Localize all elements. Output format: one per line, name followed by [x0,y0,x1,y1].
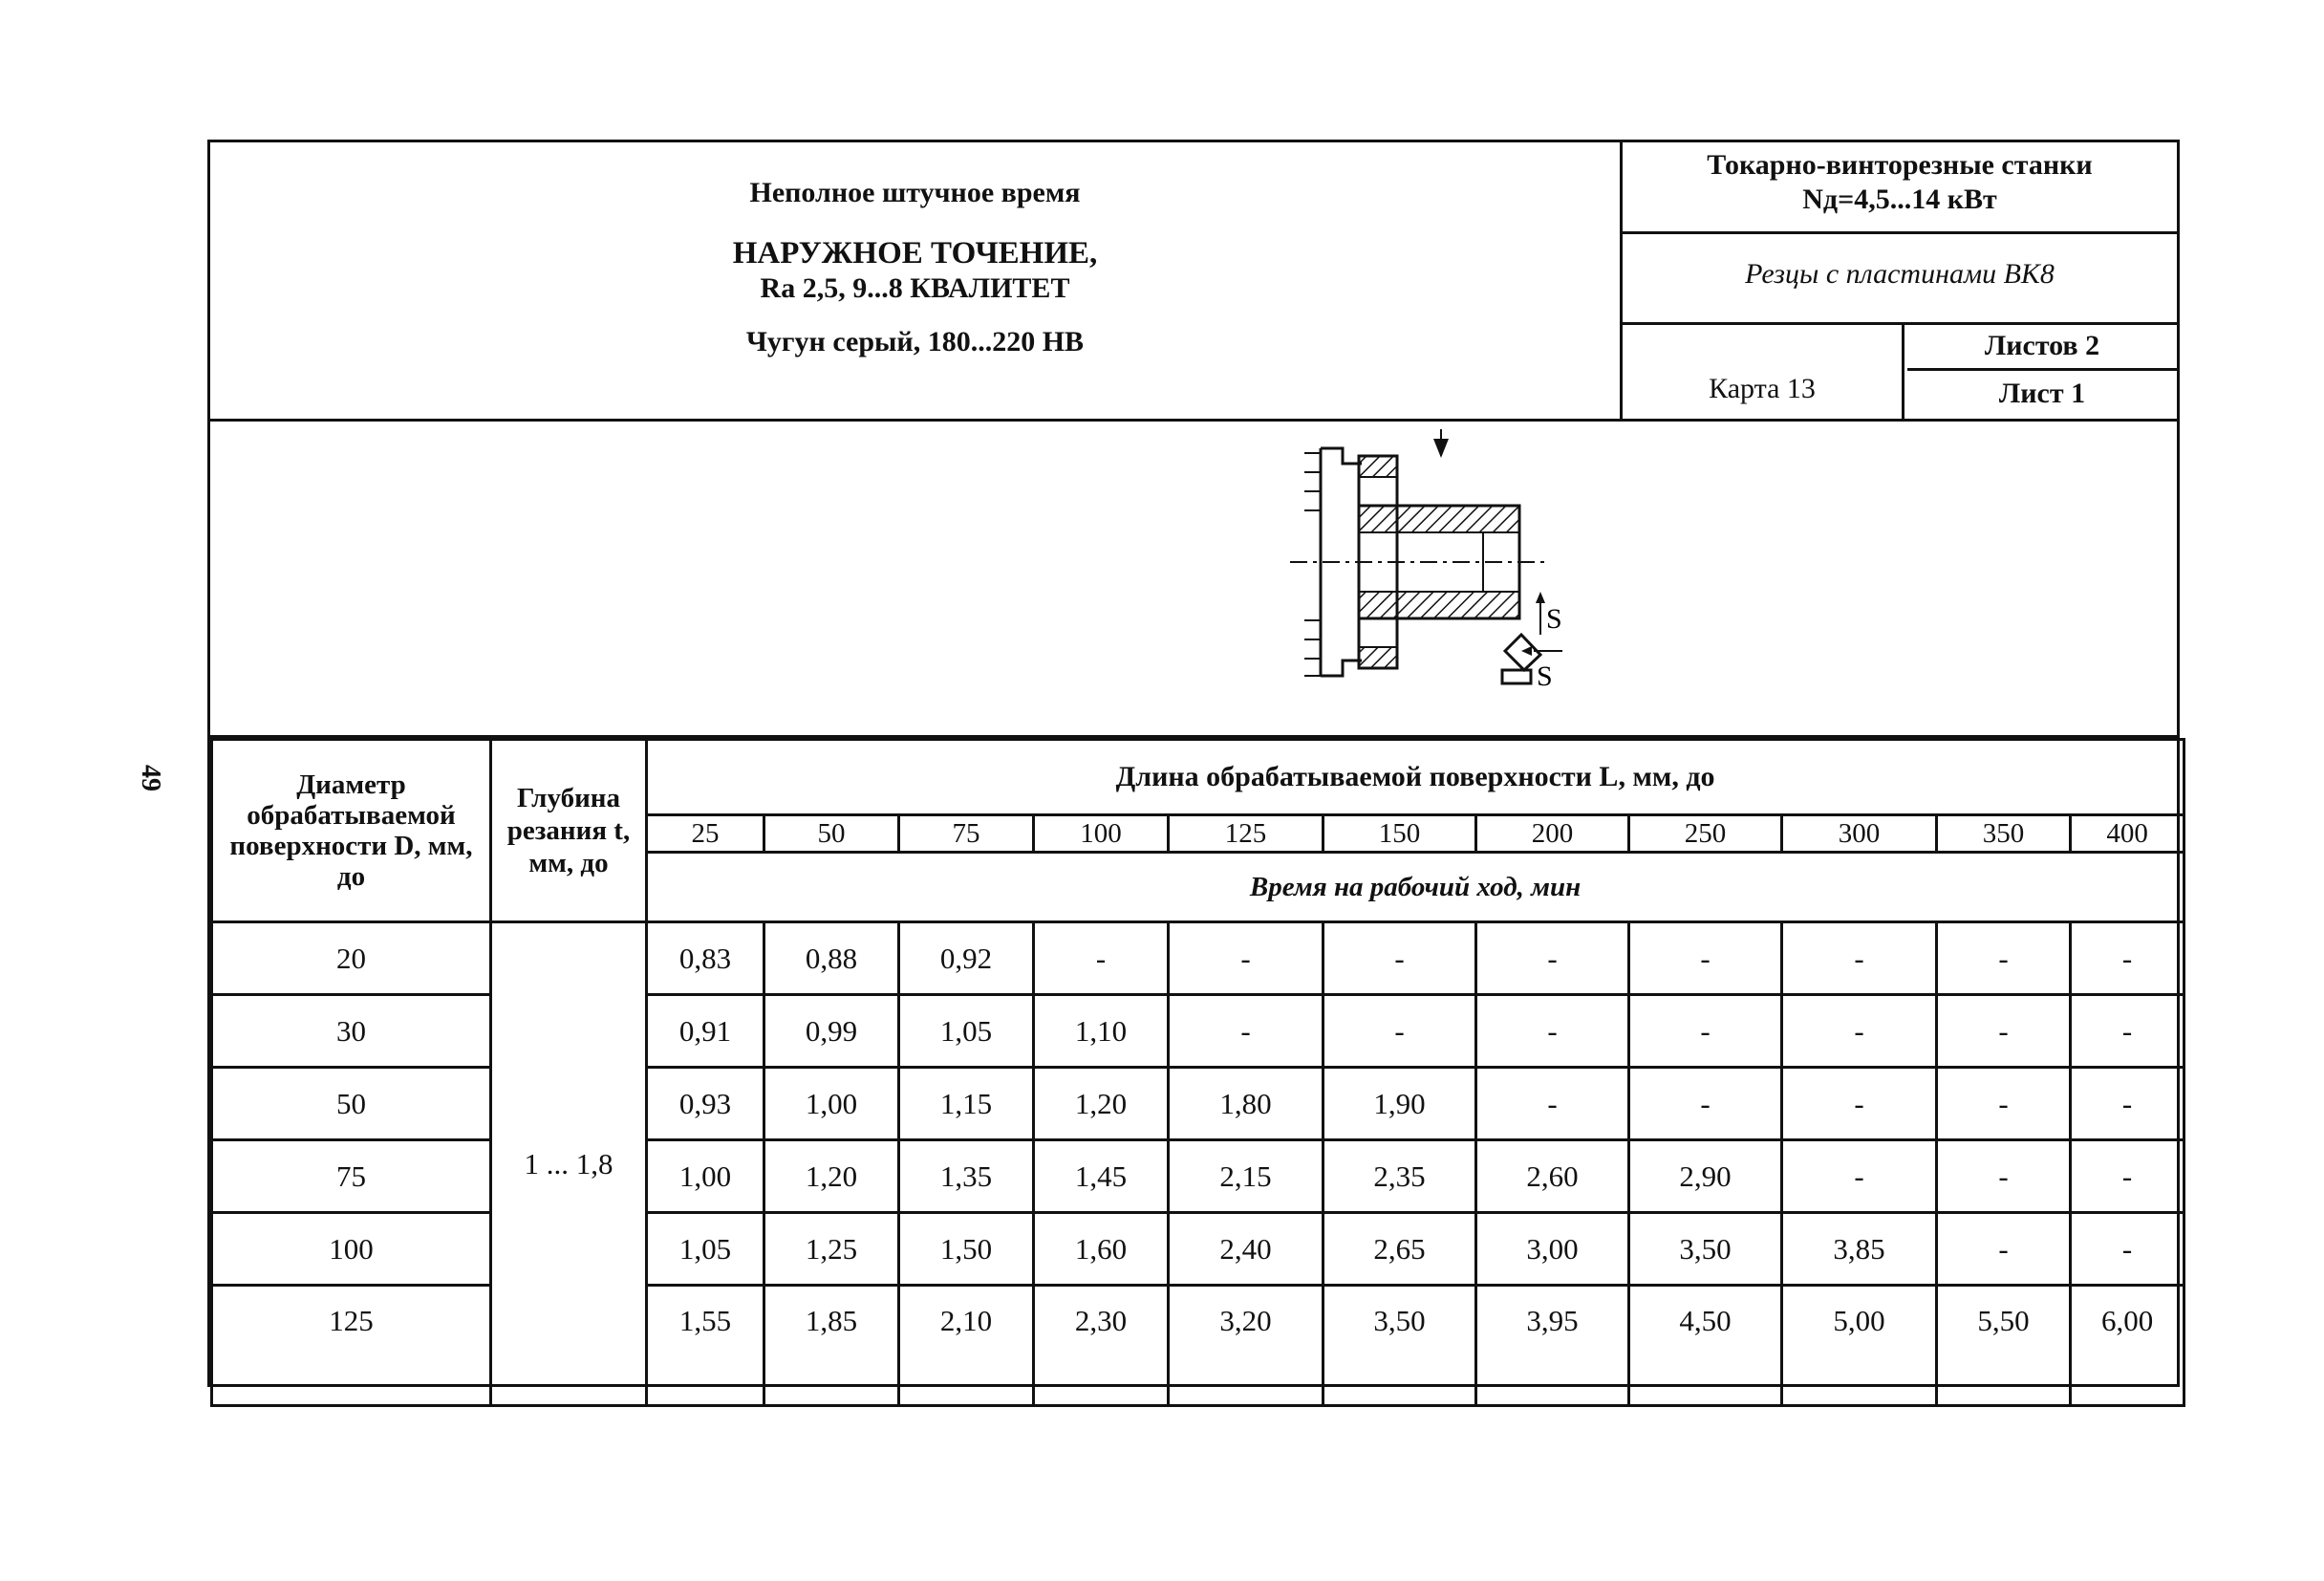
time-cell: 5,00 [1782,1286,1937,1406]
time-cell: - [1782,1068,1937,1140]
length-col: 125 [1169,815,1323,853]
diameter-cell: 75 [212,1140,491,1213]
length-col: 25 [647,815,764,853]
feed-arrow-horizontal [1521,646,1532,656]
turning-sketch [1108,429,1562,716]
header-diameter: Диаметр обрабатываемой поверхности D, мм, до [212,740,491,922]
diameter-cell: 125 [212,1286,491,1406]
time-cell: 1,90 [1323,1068,1476,1140]
depth-cell: 1 ... 1,8 [491,922,647,1406]
time-cell: - [2071,1068,2184,1140]
time-cell: 0,91 [647,995,764,1068]
time-cell: - [1476,922,1629,995]
time-cell: 1,85 [764,1286,899,1406]
header-title-block [210,142,1623,419]
length-col: 150 [1323,815,1476,853]
time-cell: 1,20 [764,1140,899,1213]
time-cell: - [1476,1068,1629,1140]
time-cell: 1,15 [899,1068,1034,1140]
time-cell: 0,83 [647,922,764,995]
time-cell: 2,30 [1034,1286,1169,1406]
sheet-number: Лист 1 [1998,378,2086,409]
header-depth: Глубина резания t, мм, до [491,740,647,922]
time-cell: - [1169,922,1323,995]
time-cell: - [1323,922,1476,995]
time-cell: - [1782,995,1937,1068]
time-cell: - [1937,1213,2071,1286]
time-cell: - [1034,922,1169,995]
time-cell: 1,80 [1169,1068,1323,1140]
time-cell: 3,00 [1476,1213,1629,1286]
time-cell: 3,50 [1629,1213,1782,1286]
time-cell: 1,05 [647,1213,764,1286]
time-cell: 1,45 [1034,1140,1169,1213]
header-title-line2: Ra 2,5, 9...8 КВАЛИТЕТ [760,272,1070,304]
time-cell: - [1323,995,1476,1068]
time-cell: 4,50 [1629,1286,1782,1406]
time-cell: - [1476,995,1629,1068]
time-cell: 3,50 [1323,1286,1476,1406]
time-cell: 0,93 [647,1068,764,1140]
time-cell: 0,99 [764,995,899,1068]
time-cell: 2,40 [1169,1213,1323,1286]
time-cell: 3,20 [1169,1286,1323,1406]
machine-line1: Токарно-винторезные станки [1707,149,2093,181]
length-col: 250 [1629,815,1782,853]
header-info-block [1623,142,2177,419]
time-cell: 2,90 [1629,1140,1782,1213]
header [210,142,2177,422]
header-material: Чугун серый, 180...220 НВ [745,326,1085,357]
time-cell: - [1782,1140,1937,1213]
time-cell: 2,35 [1323,1140,1476,1213]
diameter-cell: 50 [212,1068,491,1140]
time-cell: 6,00 [2071,1286,2184,1406]
time-cell: 1,00 [764,1068,899,1140]
time-cell: - [1629,1068,1782,1140]
time-cell: - [2071,1213,2184,1286]
time-cell: - [1937,995,2071,1068]
length-col: 350 [1937,815,2071,853]
card-number: Карта 13 [1623,325,1904,419]
time-cell: 0,88 [764,922,899,995]
time-table [210,738,2185,1407]
feed-arrow-vertical [1536,592,1545,603]
length-col: 200 [1476,815,1629,853]
time-cell: 1,25 [764,1213,899,1286]
length-col: 75 [899,815,1034,853]
time-cell: - [1782,922,1937,995]
time-cell: 2,10 [899,1286,1034,1406]
time-cell: 2,65 [1323,1213,1476,1286]
machine-cell [1623,142,2177,234]
diameter-cell: 30 [212,995,491,1068]
time-cell: 1,35 [899,1140,1034,1213]
card-frame [207,140,2180,1387]
diameter-cell: 100 [212,1213,491,1286]
time-cell: 1,05 [899,995,1034,1068]
time-cell: - [1937,1140,2071,1213]
time-cell: 3,85 [1782,1213,1937,1286]
card-info [1623,325,2177,419]
sketch-area [210,422,2177,738]
time-cell: 0,92 [899,922,1034,995]
time-cell: 1,60 [1034,1213,1169,1286]
length-col: 100 [1034,815,1169,853]
feed-label-s2: S [1537,661,1553,692]
tools-cell: Резцы с пластинами ВК8 [1623,234,2177,325]
length-col: 50 [764,815,899,853]
time-cell: 1,55 [647,1286,764,1406]
time-cell: - [1169,995,1323,1068]
feed-label-s1: S [1546,603,1562,635]
sheets-total: Листов 2 [1907,325,2177,371]
time-cell: 3,95 [1476,1286,1629,1406]
header-length: Длина обрабатываемой поверхности L, мм, до [647,740,2184,815]
time-cell: 1,50 [899,1213,1034,1286]
time-header: Время на рабочий ход, мин [647,853,2184,922]
time-cell: - [1629,995,1782,1068]
time-cell: - [2071,1140,2184,1213]
time-cell: 1,20 [1034,1068,1169,1140]
diameter-cell: 20 [212,922,491,995]
time-cell: - [2071,922,2184,995]
machine-line2: Nд=4,5...14 кВт [1802,184,1997,215]
time-cell: 2,15 [1169,1140,1323,1213]
time-cell: 1,00 [647,1140,764,1213]
length-col: 300 [1782,815,1937,853]
time-cell: 2,60 [1476,1140,1629,1213]
header-subtitle: Неполное штучное время [749,177,1081,208]
time-cell: - [1937,922,2071,995]
length-col: 400 [2071,815,2184,853]
time-cell: - [1629,922,1782,995]
table-row [212,922,2184,995]
cutting-tool-icon [1505,635,1540,670]
time-cell: - [1937,1068,2071,1140]
time-cell: - [2071,995,2184,1068]
time-cell: 5,50 [1937,1286,2071,1406]
header-title-line1: НАРУЖНОЕ ТОЧЕНИЕ, [732,236,1098,271]
time-cell: 1,10 [1034,995,1169,1068]
page-number: 49 [136,765,165,791]
